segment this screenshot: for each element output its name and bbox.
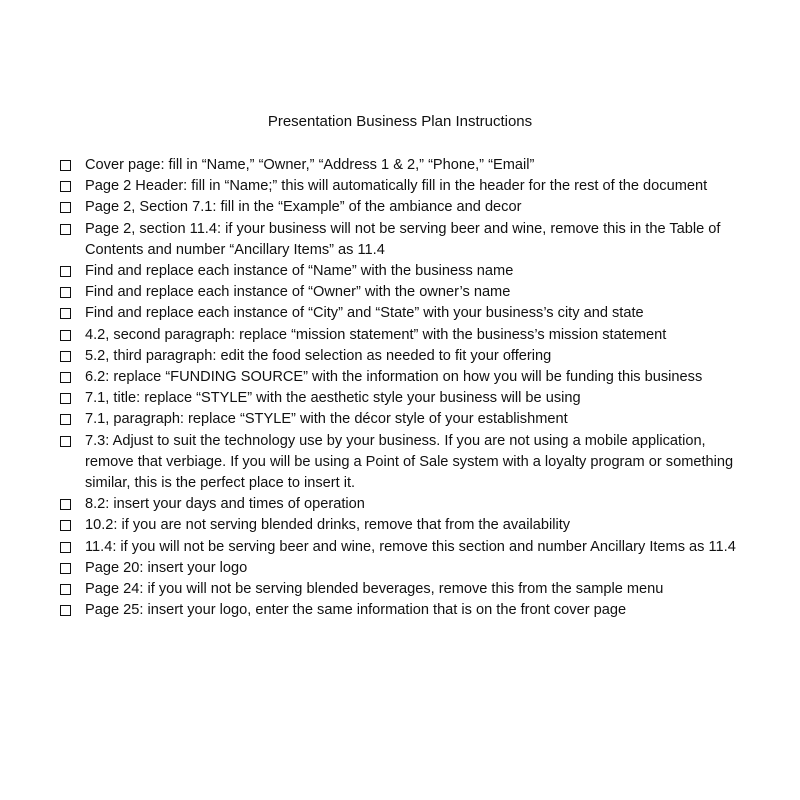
checklist-item-text: 8.2: insert your days and times of operation bbox=[85, 496, 365, 513]
checklist-item bbox=[58, 579, 758, 600]
checkbox-icon[interactable] bbox=[60, 224, 71, 235]
checkbox-icon[interactable] bbox=[60, 414, 71, 425]
checklist-item bbox=[58, 431, 758, 495]
instruction-checklist bbox=[58, 155, 758, 621]
checklist-item-text: Page 24: if you will not be serving blended beverages, remove this from the sample menu bbox=[85, 581, 664, 598]
checkbox-icon[interactable] bbox=[60, 181, 71, 192]
checklist-item bbox=[58, 303, 758, 324]
checkbox-icon[interactable] bbox=[60, 266, 71, 277]
checkbox-icon[interactable] bbox=[60, 160, 71, 171]
checklist-item-text: 6.2: replace “FUNDING SOURCE” with the information on how you will be funding this business bbox=[85, 369, 703, 386]
checkbox-icon[interactable] bbox=[60, 287, 71, 298]
checklist-item-text: 4.2, second paragraph: replace “mission statement” with the business’s mission statement bbox=[85, 326, 667, 343]
checklist-item bbox=[58, 409, 758, 430]
checklist-item bbox=[58, 219, 758, 261]
checklist-item-text: Page 2, section 11.4: if your business will not be serving beer and wine, remove this in the Table of Contents and number “Ancillary Items” as 11.4 bbox=[85, 220, 721, 258]
checklist-item bbox=[58, 558, 758, 579]
checkbox-icon[interactable] bbox=[60, 330, 71, 341]
checklist-item-text: 10.2: if you are not serving blended drinks, remove that from the availability bbox=[85, 517, 571, 534]
checkbox-icon[interactable] bbox=[60, 308, 71, 319]
checkbox-icon[interactable] bbox=[60, 436, 71, 447]
checklist-item bbox=[58, 600, 758, 621]
checklist-item bbox=[58, 197, 758, 218]
checkbox-icon[interactable] bbox=[60, 584, 71, 595]
checklist-item-text: Find and replace each instance of “City” and “State” with your business’s city and state bbox=[85, 305, 644, 322]
checklist-item bbox=[58, 325, 758, 346]
checklist-item-text: 7.3: Adjust to suit the technology use by your business. If you are not using a mobile application, remove that verbiage. If you will be using a Point of Sale system with a loyalty program or something similar, this is the perfect place to insert it. bbox=[85, 432, 734, 492]
checklist-item-text: Cover page: fill in “Name,” “Owner,” “Address 1 & 2,” “Phone,” “Email” bbox=[85, 157, 535, 173]
checklist-item-text: Page 25: insert your logo, enter the same information that is on the front cover page bbox=[85, 602, 627, 619]
checkbox-icon[interactable] bbox=[60, 563, 71, 574]
checklist-item bbox=[58, 282, 758, 303]
checkbox-icon[interactable] bbox=[60, 202, 71, 213]
checklist-item bbox=[58, 515, 758, 536]
document-title: Presentation Business Plan Instructions bbox=[267, 113, 533, 130]
checkbox-icon[interactable] bbox=[60, 393, 71, 404]
checkbox-icon[interactable] bbox=[60, 605, 71, 616]
checklist-item-text: 7.1, paragraph: replace “STYLE” with the décor style of your establishment bbox=[85, 411, 568, 428]
checkbox-icon[interactable] bbox=[60, 499, 71, 510]
checklist-item-text: Page 2 Header: fill in “Name;” this will automatically fill in the header for the rest of the document bbox=[85, 178, 708, 195]
checklist-item-text: 5.2, third paragraph: edit the food selection as needed to fit your offering bbox=[85, 347, 552, 364]
checklist-item bbox=[58, 537, 758, 558]
checklist-item-text: Find and replace each instance of “Name” with the business name bbox=[85, 263, 514, 280]
checklist-item-text: Page 20: insert your logo bbox=[85, 559, 248, 576]
checklist-item bbox=[58, 261, 758, 282]
checklist-item-text: 11.4: if you will not be serving beer and wine, remove this section and number Ancillary Items as 11.4 bbox=[85, 538, 736, 555]
checklist-item bbox=[58, 494, 758, 515]
checkbox-icon[interactable] bbox=[60, 351, 71, 362]
checklist-item bbox=[58, 388, 758, 409]
checklist-item-text: Page 2, Section 7.1: fill in the “Example” of the ambiance and decor bbox=[85, 199, 522, 216]
checkbox-icon[interactable] bbox=[60, 520, 71, 531]
checklist-item bbox=[58, 346, 758, 367]
checkbox-icon[interactable] bbox=[60, 542, 71, 553]
checklist-item bbox=[58, 176, 758, 197]
checklist-item-text: 7.1, title: replace “STYLE” with the aesthetic style your business will be using bbox=[85, 390, 581, 407]
checklist-item bbox=[58, 367, 758, 388]
checklist-item bbox=[58, 155, 758, 176]
checkbox-icon[interactable] bbox=[60, 372, 71, 383]
checklist-item-text: Find and replace each instance of “Owner” with the owner’s name bbox=[85, 284, 511, 301]
